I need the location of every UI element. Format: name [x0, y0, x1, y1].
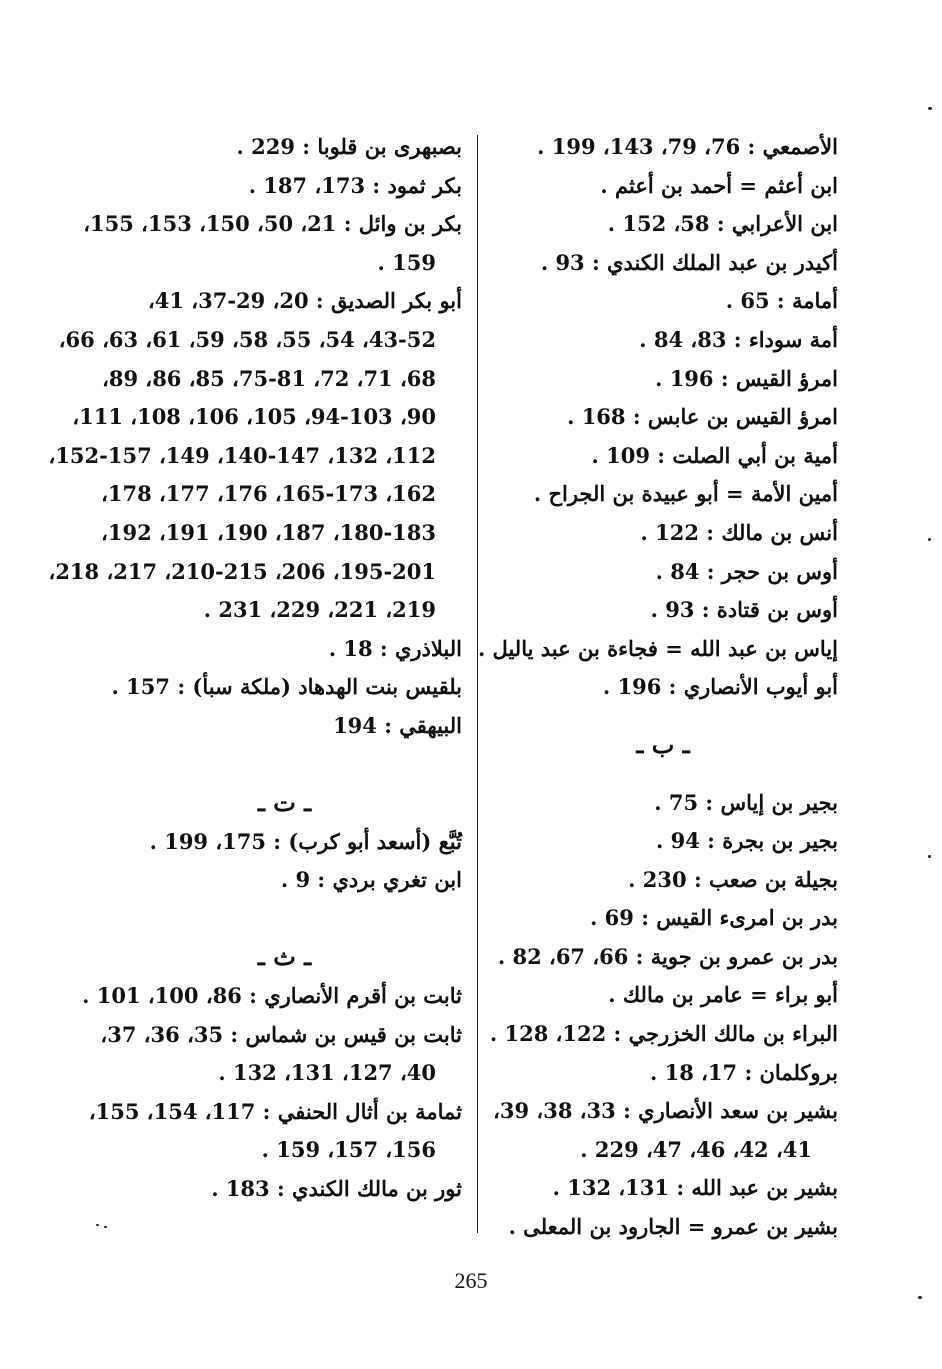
index-entry-continuation: 180-183، 187، 190، 191، 192،	[101, 519, 436, 545]
index-entry: ابن تغري بردي : 9 .	[280, 867, 462, 893]
index-entry: امرؤ القيس : 196 .	[655, 365, 838, 391]
index-entry: ثابت بن أقرم الأنصاري : 86، 100، 101 .	[82, 983, 462, 1009]
section-gap	[488, 707, 838, 726]
index-entry-continuation: 195-201، 206، 210-215، 217، 218،	[48, 558, 436, 584]
index-entry: أمين الأمة = أبو عبيدة بن الجراح .	[533, 481, 838, 507]
index-entry: بشير بن عمرو = الجارود بن المعلى .	[508, 1214, 838, 1240]
index-entry-continuation: 40، 127، 131، 132 .	[218, 1060, 436, 1086]
index-entry: بروكلمان : 17، 18 .	[649, 1059, 838, 1085]
index-entry: ابن أعثم = أحمد بن أعثم .	[600, 172, 838, 198]
index-entry-continuation: 156، 157، 159 .	[261, 1137, 436, 1163]
index-entry: أبو بكر الصديق : 20، 29-37، 41،	[147, 288, 462, 314]
section-letter-heading: ـ ث ـ	[257, 942, 312, 972]
index-entry: بدر بن عمرو بن جوية : 66، 67، 82 .	[497, 943, 838, 969]
section-gap	[107, 746, 462, 785]
index-entry: إياس بن عبد الله = فجاءة بن عبد ياليل .	[477, 635, 838, 661]
index-entry-continuation: 219، 221، 229، 231 .	[203, 597, 436, 623]
index-entry: أمية بن أبي الصلت : 109 .	[591, 442, 838, 468]
index-entry-continuation: 43-52، 54، 55، 58، 59، 61، 63، 66،	[58, 326, 436, 352]
index-entry-continuation: 41، 42، 46، 47، 229 .	[580, 1136, 812, 1162]
index-entry: بشير بن سعد الأنصاري : 33، 38، 39،	[493, 1098, 838, 1124]
index-entry: بجير بن بجرة : 94 .	[656, 828, 838, 854]
index-entry-continuation: 159 .	[377, 249, 436, 275]
section-letter-heading: ـ ب ـ	[636, 729, 690, 759]
index-entry: ثمامة بن أثال الحنفي : 117، 154، 155،	[88, 1098, 462, 1124]
index-entry: بلقيس بنت الهدهاد (ملكة سبأ) : 157 .	[111, 674, 462, 700]
index-entry: بكر بن وائل : 21، 50، 150، 153، 155،	[83, 211, 462, 237]
index-entry: أبو براء = عامر بن مالك .	[608, 982, 838, 1008]
index-entry: بدر بن امرىء القيس : 69 .	[590, 905, 838, 931]
index-entry: ثابت بن قيس بن شماس : 35، 36، 37،	[100, 1021, 462, 1047]
index-entry: بشير بن عبد الله : 131، 132 .	[552, 1175, 838, 1201]
index-entry: البلاذري : 18 .	[328, 635, 462, 661]
index-entry: تُبَّع (أسعد أبو كرب) : 175، 199 .	[149, 828, 462, 854]
index-column-right	[477, 128, 838, 1247]
index-entry: أوس بن حجر : 84 .	[655, 558, 838, 584]
index-column-left	[48, 128, 462, 1209]
index-entry: البراء بن مالك الخزرجي : 122، 128 .	[489, 1021, 838, 1047]
index-entry: أمة سوداء : 83، 84 .	[639, 326, 838, 352]
index-entry-continuation: 68، 71، 72، 75-81، 85، 86، 89،	[102, 365, 436, 391]
index-entry: بجير بن إياس : 75 .	[654, 789, 838, 815]
column-divider	[477, 135, 478, 1233]
scan-speck	[96, 1224, 99, 1226]
index-entry: بكر ثمود : 173، 187 .	[248, 172, 462, 198]
index-entry: أمامة : 65 .	[725, 288, 838, 314]
index-entry: امرؤ القيس بن عابس : 168 .	[567, 404, 838, 430]
index-entry-continuation: 162، 165-173، 176، 177، 178،	[101, 481, 436, 507]
index-entry: أنس بن مالك : 122 .	[640, 519, 838, 545]
page-number: 265	[454, 1268, 488, 1293]
section-letter-heading: ـ ت ـ	[257, 788, 312, 818]
index-entry: البيهقي : 194	[333, 712, 462, 738]
section-gap	[107, 900, 462, 939]
index-entry: ثور بن مالك الكندي : 183 .	[211, 1176, 462, 1202]
index-entry: أكيدر بن عبد الملك الكندي : 93 .	[540, 249, 838, 275]
index-entry-continuation: 112، 132، 140-147، 149، 152-157،	[48, 442, 436, 468]
section-gap	[488, 765, 838, 784]
index-entry: ابن الأعرابي : 58، 152 .	[607, 211, 838, 237]
scan-speck	[928, 538, 931, 541]
index-entry: بصبهرى بن قلوبا : 229 .	[236, 134, 462, 159]
scan-speck	[918, 1296, 922, 1299]
index-entry-continuation: 90، 94-103، 105، 106، 108، 111،	[72, 404, 436, 430]
index-entry: بجيلة بن صعب : 230 .	[628, 866, 838, 892]
scan-speck	[104, 1226, 107, 1228]
index-entry: أوس بن قتادة : 93 .	[650, 597, 838, 623]
scan-speck	[928, 855, 931, 858]
index-entry: الأصمعي : 76، 79، 143، 199 .	[537, 134, 838, 159]
index-entry: أبو أيوب الأنصاري : 196 .	[602, 674, 838, 700]
scan-speck	[928, 107, 932, 110]
